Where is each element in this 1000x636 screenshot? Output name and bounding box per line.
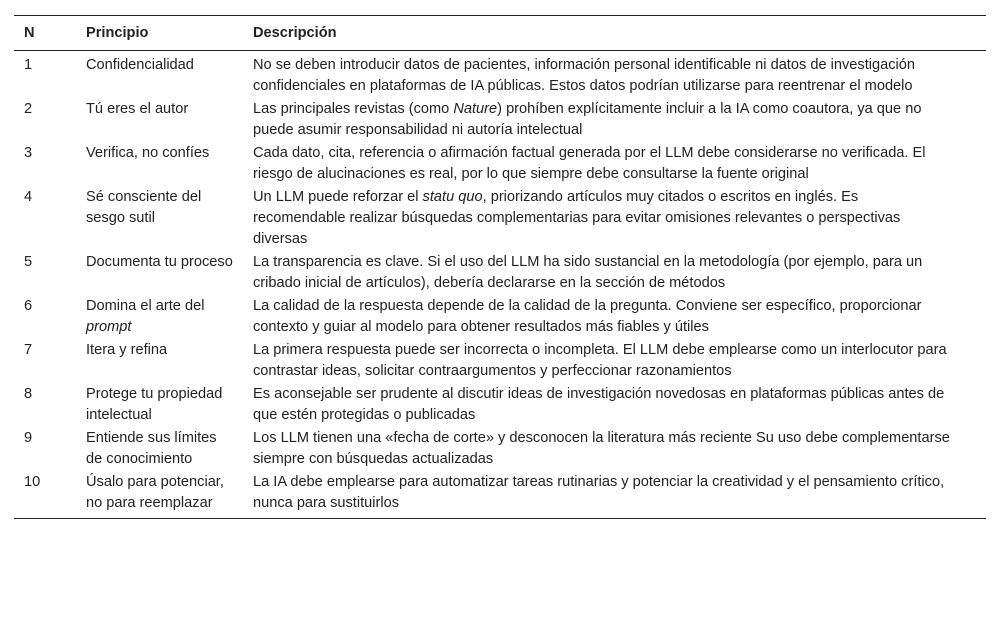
row-number: 5 xyxy=(24,254,33,270)
table-row xyxy=(14,98,986,142)
row-number: 10 xyxy=(24,474,41,490)
italic-text: Nature xyxy=(453,101,498,117)
description-cell xyxy=(243,186,986,251)
text-segment: No se deben introducir datos de pacientes, información personal identificable ni datos de investigación confidenciales en plataformas de IA públicas. Estos datos podrían utilizarse para reentrenar el modelo xyxy=(253,57,915,94)
row-number: 4 xyxy=(24,189,33,205)
principle-cell: Úsalo para potenciar, no para reemplazar xyxy=(86,474,224,511)
table-row xyxy=(14,295,986,339)
principle-cell: Sé consciente del sesgo sutil xyxy=(86,189,202,226)
text-segment: Es aconsejable ser prudente al discutir ideas de investigación novedosas en plataformas públicas antes de que estén protegidas o publicadas xyxy=(253,386,945,423)
text-segment: La calidad de la respuesta depende de la calidad de la pregunta. Conviene ser específico, proporcionar contexto y guiar al modelo para obtener resultados más fiables y útiles xyxy=(253,298,922,335)
row-number: 7 xyxy=(24,342,33,358)
table-bottom-rule xyxy=(14,518,986,519)
text-segment: Las principales revistas (como xyxy=(253,101,454,117)
text-segment: Cada dato, cita, referencia o afirmación factual generada por el LLM debe considerarse no verificada. El riesgo de alucinaciones es real, por lo que siempre debe consultarse la fuente original xyxy=(253,145,926,182)
header-n: N xyxy=(24,25,35,41)
text-segment: ) prohíben explícitamente incluir a la IA como coautora, ya que no puede asumir responsabilidad ni autoría intelectual xyxy=(253,101,922,138)
header-principio: Principio xyxy=(86,25,149,41)
description-cell xyxy=(243,427,986,471)
row-number: 9 xyxy=(24,430,33,446)
principle-cell: Confidencialidad xyxy=(86,57,194,73)
principles-table-container xyxy=(14,15,986,519)
table-row xyxy=(14,186,986,251)
description-cell xyxy=(243,383,986,427)
description-cell xyxy=(243,471,986,518)
table-row xyxy=(14,339,986,383)
text-segment: La transparencia es clave. Si el uso del LLM ha sido sustancial en la metodología (por ejemplo, para un cribado inicial de artículos), debería declararse en la sección de métodos xyxy=(253,254,923,291)
principle-cell: Entiende sus límites de conocimiento xyxy=(86,430,217,467)
description-cell xyxy=(243,339,986,383)
table-row xyxy=(14,427,986,471)
principles-table xyxy=(14,15,986,518)
text-segment: , priorizando artículos muy citados o escritos en inglés. Es recomendable realizar búsquedas complementarias para evitar omisiones relevantes o perspectivas diversas xyxy=(253,189,901,247)
text-segment: Los LLM tienen una «fecha de corte» y desconocen la literatura más reciente Su uso debe complementarse siempre con búsquedas actualizadas xyxy=(253,430,950,467)
header-descripcion: Descripción xyxy=(253,25,337,41)
row-number: 6 xyxy=(24,298,33,314)
row-number: 3 xyxy=(24,145,33,161)
principle-cell: Itera y refina xyxy=(86,342,168,358)
table-row xyxy=(14,471,986,518)
text-segment: La IA debe emplearse para automatizar tareas rutinarias y potenciar la creatividad y el pensamiento crítico, nunca para sustituirlos xyxy=(253,474,945,511)
table-header xyxy=(14,16,986,51)
table-row xyxy=(14,383,986,427)
text-segment: La primera respuesta puede ser incorrecta o incompleta. El LLM debe emplearse como un interlocutor para contrastar ideas, solicitar contraargumentos y perfeccionar razonamientos xyxy=(253,342,947,379)
table-row xyxy=(14,251,986,295)
description-cell xyxy=(243,295,986,339)
principle-cell: Protege tu propiedad intelectual xyxy=(86,386,223,423)
description-cell xyxy=(243,51,986,99)
italic-text: prompt xyxy=(86,319,132,335)
text-segment: Domina el arte del xyxy=(86,298,205,314)
text-segment: Un LLM puede reforzar el xyxy=(253,189,423,205)
table-row xyxy=(14,51,986,99)
description-cell xyxy=(243,98,986,142)
row-number: 1 xyxy=(24,57,33,73)
description-cell xyxy=(243,251,986,295)
principle-cell xyxy=(76,295,243,339)
row-number: 8 xyxy=(24,386,33,402)
header-row xyxy=(14,16,986,51)
principle-cell: Verifica, no confíes xyxy=(86,145,210,161)
italic-text: statu quo xyxy=(422,189,483,205)
table-row xyxy=(14,142,986,186)
table-body xyxy=(14,51,986,519)
principle-cell: Tú eres el autor xyxy=(86,101,189,117)
principle-cell: Documenta tu proceso xyxy=(86,254,233,270)
row-number: 2 xyxy=(24,101,33,117)
description-cell xyxy=(243,142,986,186)
